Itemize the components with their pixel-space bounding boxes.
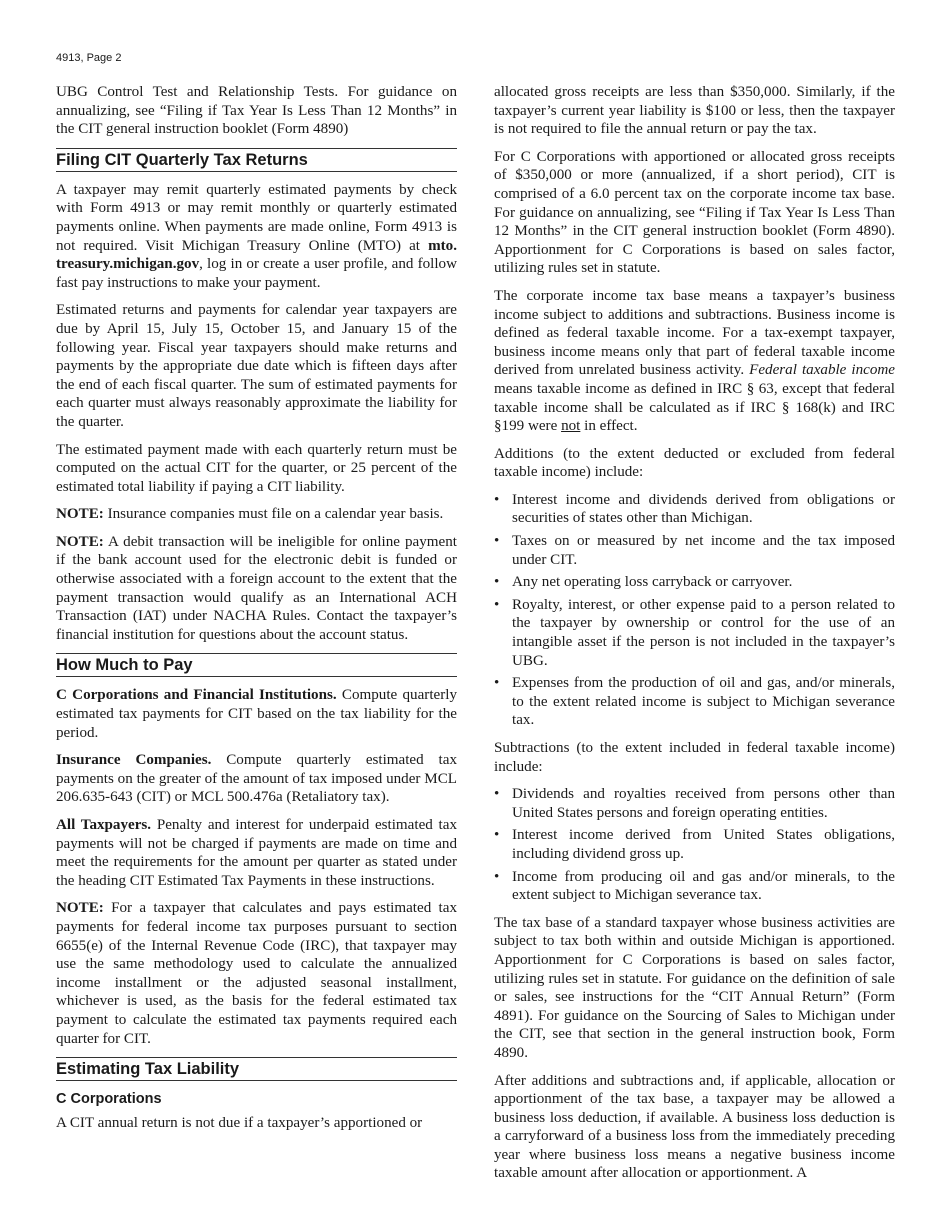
note-debit: NOTE: A debit transaction will be ineligible for online payment if the bank account used for the electronic debit is funded or otherwise associated with a foreign account to the extent that the payment transaction would qualify as an International ACH Transaction (IAT) under NACHA Rules. Contact the taxpayer’s financial institution for questions about the account status.: [56, 533, 457, 643]
right-column: [494, 83, 895, 1192]
filing-heading: Filing CIT Quarterly Tax Returns: [56, 148, 457, 172]
all-taxpayers-paragraph: All Taxpayers. Penalty and interest for underpaid estimated tax payments will not be charged if payments are made on time and meet the requirements for the amount per quarter as stated under the heading CIT Estimated Tax Payments in these instructions.: [56, 817, 457, 889]
subtractions-intro: Subtractions (to the extent included in federal taxable income) include:: [494, 740, 895, 775]
business-loss-paragraph: After additions and subtractions and, if applicable, allocation or apportionment of the tax base, a taxpayer may be allowed a business loss deduction, if available. A business loss deduction is a carryforward of a business loss from the immediately preceding year where business loss means a negative business income taxable amount after allocation or apportionment. A: [494, 1072, 895, 1182]
annual-return-paragraph: A CIT annual return is not due if a taxpayer’s apportioned or: [56, 1115, 423, 1132]
list-item: • Interest income and dividends derived from obligations or securities of states other than Michigan.: [494, 491, 895, 527]
c-corp-tax-paragraph: For C Corporations with apportioned or allocated gross receipts of $350,000 or more (annualized, if a short period), CIT is comprised of a 6.0 percent tax on the corporate income tax base. For guidance on annualizing, see “Filing if Tax Year Is Less Than 12 Months” in the CIT general instruction booklet (Form 4890). Apportionment for C Corporations is based on sales factor, utilizing rules set in statute.: [494, 148, 895, 277]
how-much-heading: How Much to Pay: [56, 653, 457, 677]
additions-intro: Additions (to the extent deducted or excluded from federal taxable income) include:: [494, 445, 895, 481]
insurance-paragraph: Insurance Companies. Compute quarterly estimated tax payments on the greater of the amount of tax imposed under MCL 206.635-643 (CIT) or MCL 500.476a (Retaliatory tax).: [56, 752, 457, 806]
page-header: 4913, Page 2: [56, 52, 122, 64]
note-federal: NOTE: For a taxpayer that calculates and pays estimated tax payments for federal income tax purposes pursuant to section 6655(e) of the Internal Revenue Code (IRC), that taxpayer may use the same methodology used to calculate the annualized income installment or the adjusted seasonal installment, whichever is used, as the basis for the federal estimated tax payment to calculate the estimated tax payments required each quarter for CIT.: [56, 900, 457, 1047]
remit-paragraph: A taxpayer may remit quarterly estimated payments by check with Form 4913 or may remit monthly or quarterly estimated payments online. When payments are made online, Form 4913 is not required. Visit Michigan Treasury Online (MTO) at mto. treasury.michigan.gov, log in or create a user profile, and follow fast pay instructions to make your payment.: [56, 181, 457, 291]
list-item: • Royalty, interest, or other expense paid to a person related to the taxpayer by ownership or control for the use of an intangible asset if the person is not included in the taxpayer’s UBG.: [494, 596, 895, 669]
estimating-heading: Estimating Tax Liability: [56, 1057, 457, 1081]
estimated-payment-paragraph: The estimated payment made with each quarterly return must be computed on the actual CIT for the quarter, or 25 percent of the estimated total liability if paying a CIT liability.: [56, 441, 457, 495]
list-item: • Taxes on or measured by net income and the tax imposed under CIT.: [494, 533, 895, 568]
left-column: [56, 83, 457, 1142]
mto-url: mto. treasury.michigan.gov: [56, 237, 457, 273]
intro-paragraph: UBG Control Test and Relationship Tests. For guidance on annualizing, see “Filing if Tax Year Is Less Than 12 Months” in the CIT general instruction booklet (Form 4890): [56, 84, 457, 138]
tax-base-definition: The corporate income tax base means a taxpayer’s business income subject to additions and subtractions. Business income is defined as federal taxable income. For a tax-exempt taxpayer, business income means only that part of federal taxable income derived from unrelated business activity. Federal taxable income means taxable income as defined in IRC § 63, except that federal taxable income shall be calculated as if IRC § 168(k) and IRC §199 were not in effect.: [494, 287, 895, 435]
list-item: • Income from producing oil and gas and/or minerals, to the extent subject to Michigan severance tax.: [494, 868, 895, 904]
subtractions-list: [494, 785, 895, 905]
list-item: • Any net operating loss carryback or carryover.: [494, 574, 793, 591]
additions-list: [494, 491, 895, 730]
tax-base-apportionment: The tax base of a standard taxpayer whose business activities are subject to tax both within and outside Michigan is apportioned. Apportionment for C Corporations is based on sales factor, utilizing rules set in statute. For guidance on the definition of sale or sales, see instructions for the “CIT Annual Return” (Form 4891). For guidance on the Sourcing of Sales to Michigan under the CIT, see that section in the general instruction book, Form 4890.: [494, 914, 895, 1061]
list-item: • Dividends and royalties received from persons other than United States persons and foreign operating entities.: [494, 786, 895, 821]
continued-paragraph: allocated gross receipts are less than $350,000. Similarly, if the taxpayer’s current year liability is $100 or less, then the taxpayer is not required to file the annual return or pay the tax.: [494, 84, 895, 138]
list-item: • Expenses from the production of oil and gas, and/or minerals, to the extent related income is subject to Michigan severance tax.: [494, 675, 895, 729]
due-dates-paragraph: Estimated returns and payments for calendar year taxpayers are due by April 15, July 15, October 15, and January 15 of the following year. Fiscal year taxpayers should make returns and payments by the appropriate due date which is fifteen days after the end of each fiscal quarter. The sum of estimated payments for each quarter must always reasonably approximate the liability for the quarter.: [56, 302, 457, 430]
c-corporations-subheading: C Corporations: [56, 1091, 162, 1108]
corporations-paragraph: C Corporations and Financial Institutions. Compute quarterly estimated tax payments for CIT based on the tax liability for the period.: [56, 687, 457, 741]
note-insurance: NOTE: Insurance companies must file on a calendar year basis.: [56, 506, 444, 523]
list-item: • Interest income derived from United States obligations, including dividend gross up.: [494, 827, 895, 862]
